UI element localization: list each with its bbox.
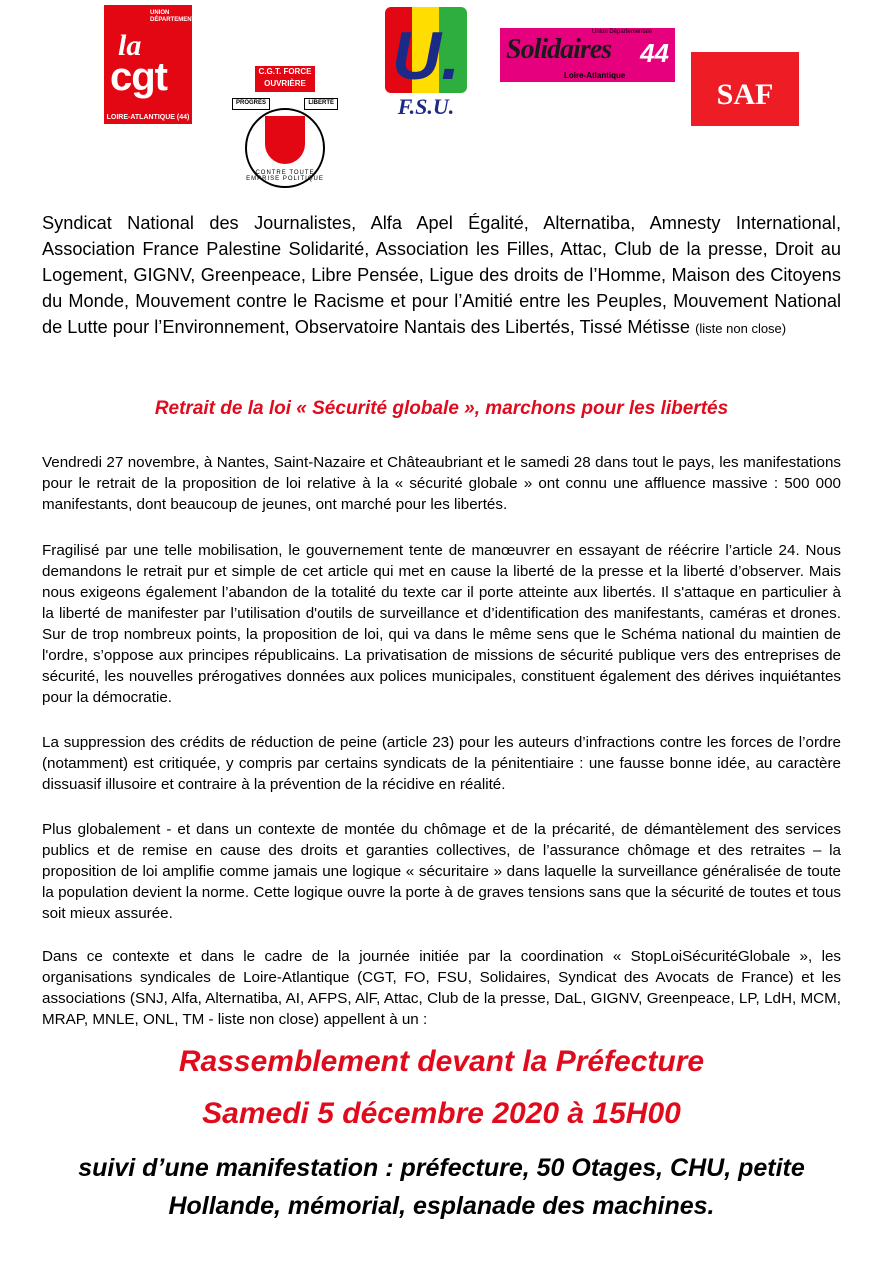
cgt-logo bbox=[104, 5, 207, 124]
fo-progres-label: PROGRÈS bbox=[232, 98, 270, 110]
headline: Retrait de la loi « Sécurité globale », marchons pour les libertés bbox=[154, 398, 729, 419]
solidaires-number: 44 bbox=[640, 38, 669, 68]
organisations-names: Syndicat National des Journalistes, Alfa Apel Égalité, Alternatiba, Amnesty International, Association France Palestine Solidarité, Association les Filles, Attac, Club de la presse, Droit au Logement, GIGNV, Greenpeace, Libre Pensée, Ligue des droits de l’Homme, Maison des Citoyens du Monde, Mouvement contre le Racisme et pour l’Amitié entre les Peuples, Mouvement National de Lutte pour l’Environnement, Observatoire Nantais des Libertés, Tissé Métisse bbox=[42, 213, 841, 337]
paragraph-5: Dans ce contexte et dans le cadre de la journée initiée par la coordination « StopLoiSécuritéGlobale », les organisations syndicales de Loire-Atlantique (CGT, FO, FSU, Solidaires, Syndicat des Avocats de France) et les associations (SNJ, Alfa, Alternatiba, AI, AFPS, AlF, Attac, Club de la presse, DaL, GIGNV, Greenpeace, LP, LdH, MCM, MRAP, MNLE, ONL, TM - liste non close) appellent à un : bbox=[42, 948, 841, 1028]
rally-title: Rassemblement devant la Préfecture bbox=[178, 1045, 705, 1078]
march-route-line-1: suivi d’une manifestation : préfecture, 50 Otages, CHU, petite bbox=[78, 1154, 805, 1182]
saf-logo bbox=[691, 52, 799, 126]
march-route-line-2: Hollande, mémorial, esplanade des machines. bbox=[168, 1192, 715, 1220]
solidaires-region: Loire-Atlantique bbox=[564, 71, 626, 80]
fo-title: C.G.T. FORCE OUVRIÈRE bbox=[255, 66, 315, 92]
organisations-list bbox=[42, 210, 841, 342]
cgt-union-label: UNION DÉPARTEMENTALE bbox=[150, 10, 207, 23]
rally-date: Samedi 5 décembre 2020 à 15H00 bbox=[202, 1097, 681, 1130]
solidaires-union-label: Union Départementale bbox=[592, 29, 653, 35]
paragraph-1: Vendredi 27 novembre, à Nantes, Saint-Nazaire et Châteaubriant et le samedi 28 dans tout le pays, les manifestations pour le retrait de la proposition de loi relative à la « sécurité globale » ont connu une affluence massive : 500 000 manifestants, dont beaucoup de jeunes, ont marché pour les libertés. bbox=[42, 454, 841, 513]
cgt-la-label: la bbox=[118, 29, 142, 62]
fsu-logo bbox=[385, 7, 467, 120]
fo-motto: CONTRE TOUTE EMPRISE POLITIQUE bbox=[246, 170, 324, 182]
fo-banner bbox=[232, 98, 338, 110]
fsu-name: F.S.U. bbox=[397, 94, 455, 119]
fsu-mark: U. bbox=[392, 18, 460, 94]
saf-name: SAF bbox=[716, 78, 774, 111]
fo-logo bbox=[232, 66, 338, 190]
solidaires-logo bbox=[500, 28, 675, 82]
paragraph-4: Plus globalement - et dans un contexte de montée du chômage et de la précarité, de démantèlement des services publics et de remise en cause des droits et garanties collectives, de l’assurance chômage et des retraites – la proposition de loi amplifie comme jamais une logique « sécuritaire » dans laquelle la surveillance généralisée de toute la population devient la norme. Cette logique ouvre la porte à de graves tensions sans que la sécurité de toutes et tous soit mieux assurée. bbox=[42, 821, 841, 922]
paragraph-3: La suppression des crédits de réduction de peine (article 23) pour les auteurs d’infractions contre les forces de l’ordre (notamment) est critiquée, y compris par certains syndicats de la pénitentiaire : une fausse bonne idée, au caractère dissuasif illusoire et contraire à la prévention de la récidive en réalité. bbox=[42, 734, 841, 793]
paragraph-2: Fragilisé par une telle mobilisation, le gouvernement tente de manœuvrer en essayant de réécrire l’article 24. Nous demandons le retrait pur et simple de cet article qui met en cause la liberté de la presse et la liberté d’observer. Mais nous exigeons également l’abandon de la totalité du texte car il porte atteinte aux libertés. Il s'attaque en particulier à la liberté de manifester par l’utilisation d'outils de surveillance et d’identification des manifestants, caméras et drones. Sur de trop nombreux points, la proposition de loi, qui va dans le même sens que le Schéma national du maintien de l'ordre, s’oppose aux principes républicains. La privatisation de missions de sécurité publique vers des entreprises de sécurité, les nouvelles prérogatives données aux polices municipales, constituent également des dérives inquiétantes pour la démocratie. bbox=[42, 542, 841, 706]
fo-liberte-label: LIBERTÉ bbox=[304, 98, 338, 110]
solidaires-name: Solidaires bbox=[506, 34, 612, 65]
organisations-note: (liste non close) bbox=[695, 321, 787, 336]
cgt-name: cgt bbox=[110, 55, 167, 99]
march-route bbox=[0, 1149, 883, 1225]
fo-shield-icon bbox=[265, 116, 305, 164]
cgt-region: LOIRE-ATLANTIQUE (44) bbox=[106, 114, 190, 121]
